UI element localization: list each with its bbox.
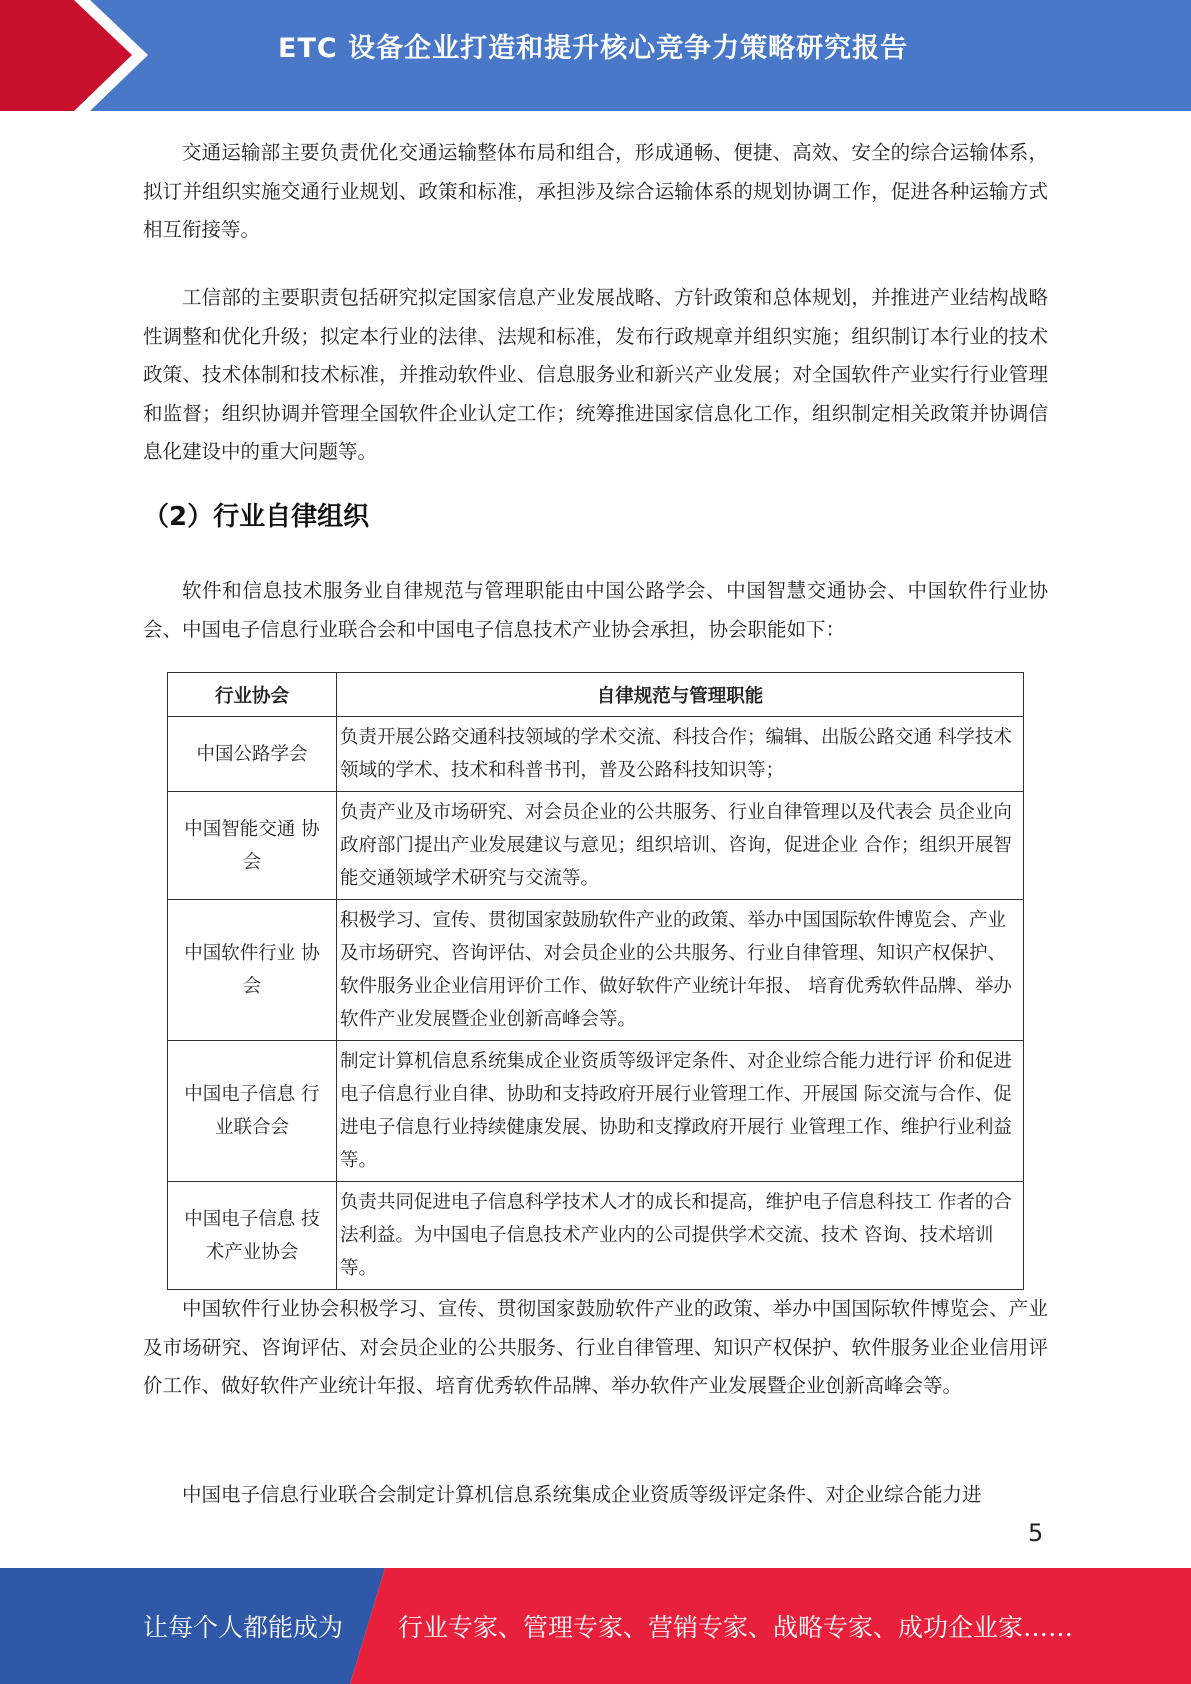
footer-banner bbox=[0, 1568, 1191, 1684]
paragraph-intro: 软件和信息技术服务业自律规范与管理职能由中国公路学会、中国智慧交通协会、中国软件行业协会、中国电子信息行业联合会和中国电子信息技术产业协会承担，协会职能如下： bbox=[143, 579, 1048, 641]
paragraph-software-association: 中国软件行业协会积极学习、宣传、贯彻国家鼓励软件产业的政策、举办中国国际软件博览会、产业及市场研究、咨询评估、对会员企业的公共服务、行业自律管理、知识产权保护、软件服务业企业信用评价工作、做好软件产业统计年报、培育优秀软件品牌、举办软件产业发展暨企业创新高峰会等。 bbox=[143, 1297, 1048, 1397]
table-cell-duty: 负责开展公路交通科技领域的学术交流、科技合作；编辑、出版公路交通 科学技术领域的学术、技术和科普书刊，普及公路科技知识等； bbox=[337, 717, 1024, 792]
header-title: ETC 设备企业打造和提升核心竞争力策略研究报告 bbox=[278, 33, 909, 64]
footer-slogan-right: 行业专家、管理专家、营销专家、战略专家、成功企业家…… bbox=[398, 1613, 1074, 1642]
paragraph-miit: 工信部的主要职责包括研究拟定国家信息产业发展战略、方针政策和总体规划，并推进产业结构战略性调整和优化升级；拟定本行业的法律、法规和标准，发布行政规章并组织实施；组织制订本行业的技术政策、技术体制和技术标准，并推动软件业、信息服务业和新兴产业发展；对全国软件产业实行行业管理和监督；组织协调并管理全国软件企业认定工作；统筹推进国家信息化工作，组织制定相关政策并协调信息化建设中的重大问题等。 bbox=[143, 286, 1048, 463]
table-cell-association: 中国智能交通 协会 bbox=[168, 792, 337, 900]
table-header-duty: 自律规范与管理职能 bbox=[337, 673, 1024, 717]
association-table bbox=[167, 672, 1024, 1290]
footer-slogan-left: 让每个人都能成为 bbox=[143, 1613, 344, 1642]
table-cell-association: 中国公路学会 bbox=[168, 717, 337, 792]
table-cell-duty: 负责产业及市场研究、对会员企业的公共服务、行业自律管理以及代表会 员企业向政府部门提出产业发展建议与意见；组织培训、咨询，促进企业 合作；组织开展智能交通领域学术研究与交流等。 bbox=[337, 792, 1024, 900]
table-row bbox=[168, 792, 1024, 900]
header-banner bbox=[0, 0, 1191, 111]
table-cell-association: 中国软件行业 协会 bbox=[168, 900, 337, 1041]
table-header-association: 行业协会 bbox=[168, 673, 337, 717]
section-heading: （2）行业自律组织 bbox=[143, 502, 370, 532]
table-row bbox=[168, 900, 1024, 1041]
table-cell-association: 中国电子信息 技术产业协会 bbox=[168, 1182, 337, 1290]
table-cell-duty: 负责共同促进电子信息科学技术人才的成长和提高，维护电子信息科技工 作者的合法利益。为中国电子信息技术产业内的公司提供学术交流、技术 咨询、技术培训等。 bbox=[337, 1182, 1024, 1290]
table-row bbox=[168, 1182, 1024, 1290]
table-header-row bbox=[168, 673, 1024, 717]
table-cell-association: 中国电子信息 行业联合会 bbox=[168, 1041, 337, 1182]
page-number: 5 bbox=[1028, 1519, 1044, 1547]
table-cell-duty: 制定计算机信息系统集成企业资质等级评定条件、对企业综合能力进行评 价和促进电子信息行业自律、协助和支持政府开展行业管理工作、开展国 际交流与合作、促进电子信息行业持续健康发展、协助和支撑政府开展行 业管理工作、维护行业利益等。 bbox=[337, 1041, 1024, 1182]
paragraph-transport-ministry: 交通运输部主要负责优化交通运输整体布局和组合，形成通畅、便捷、高效、安全的综合运输体系，拟订并组织实施交通行业规划、政策和标准，承担涉及综合运输体系的规划协调工作，促进各种运输方式相互衔接等。 bbox=[143, 141, 1048, 241]
paragraph-electronics-federation: 中国电子信息行业联合会制定计算机信息系统集成企业资质等级评定条件、对企业综合能力进 bbox=[182, 1483, 982, 1506]
table-row bbox=[168, 717, 1024, 792]
table-cell-duty: 积极学习、宣传、贯彻国家鼓励软件产业的政策、举办中国国际软件博览会、产业及市场研究、咨询评估、对会员企业的公共服务、行业自律管理、知识产权保护、软件服务业企业信用评价工作、做好软件产业统计年报、 培育优秀软件品牌、举办软件产业发展暨企业创新高峰会等。 bbox=[337, 900, 1024, 1041]
table-row bbox=[168, 1041, 1024, 1182]
